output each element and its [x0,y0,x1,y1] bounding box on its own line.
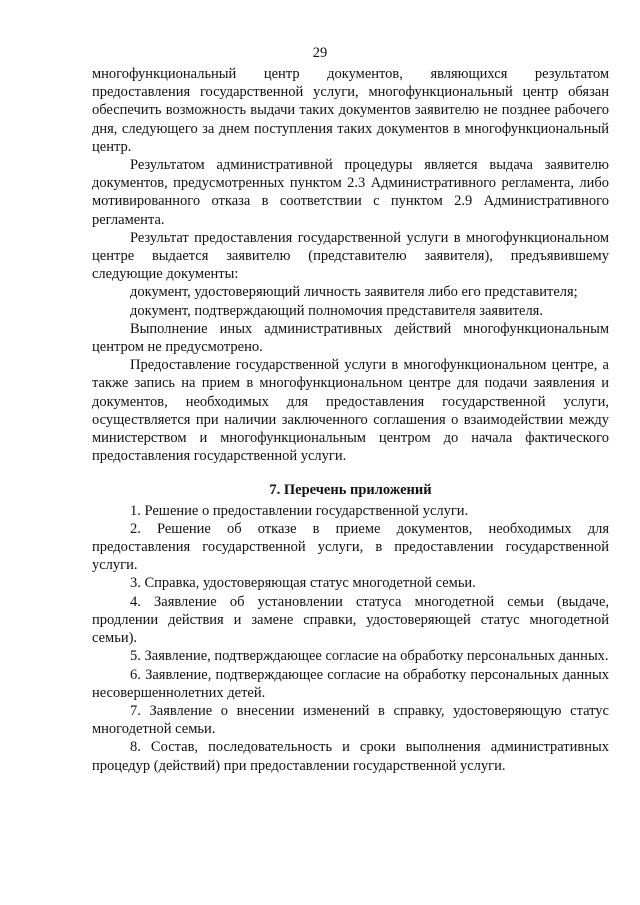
appendix-item: 3. Справка, удостоверяющая статус многодетной семьи. [130,575,476,592]
appendix-item: 7. Заявление о внесении изменений в справку, удостоверяющую статус многодетной семьи. [92,702,609,738]
appendix-item: 2. Решение об отказе в приеме документов, необходимых для предоставления государственной услуги, в предоставлении государственной услуги. [92,520,609,574]
appendix-item: 6. Заявление, подтверждающее согласие на обработку персональных данных несовершеннолетних детей. [92,666,609,701]
list-item: документ, подтверждающий полномочия представителя заявителя. [130,302,543,319]
paragraph: Результат предоставления государственной услуги в многофункциональном центре выдается заявителю (представителю заявителя), предъявившему следующие документы: [92,229,609,283]
section-heading: 7. Перечень приложений [269,482,432,499]
appendix-item: 8. Состав, последовательность и сроки выполнения административных процедур (действий) при предоставлении государственной услуги. [92,739,609,774]
paragraph: Выполнение иных административных действий многофункциональным центром не предусмотрено. [92,320,609,356]
page-number: 29 [312,45,328,61]
paragraph: многофункциональный центр документов, являющихся результатом предоставления государственной услуги, многофункциональный центр обязан обеспечить возможность выдачи таких документов заявителю не позднее рабочего дня, следующего за днем поступления таких документов в многофункциональный центр. [92,66,609,155]
paragraph: Предоставление государственной услуги в многофункциональном центре, а также запись на прием в многофункциональном центре для подачи заявления и документов, необходимых для предоставления государственной услуги, осуществляется при наличии заключенного соглашения о взаимодействии между министерством и многофункциональным центром до начала фактического предоставления государственной услуги. [92,357,609,465]
paragraph: Результатом административной процедуры является выдача заявителю документов, предусмотренных пунктом 2.3 Административного регламента, либо мотивированного отказа в соответствии с пунктом 2.9 Административного регламента. [92,157,609,228]
appendix-item: 5. Заявление, подтверждающее согласие на обработку персональных данных. [130,648,609,665]
appendix-item: 4. Заявление об установлении статуса многодетной семьи (выдаче, продлении действия и замене справки, удостоверяющей статус многодетной семьи). [92,593,609,647]
list-item: документ, удостоверяющий личность заявителя либо его представителя; [130,284,578,301]
appendix-item: 1. Решение о предоставлении государственной услуги. [130,502,469,519]
document-body [92,65,609,775]
